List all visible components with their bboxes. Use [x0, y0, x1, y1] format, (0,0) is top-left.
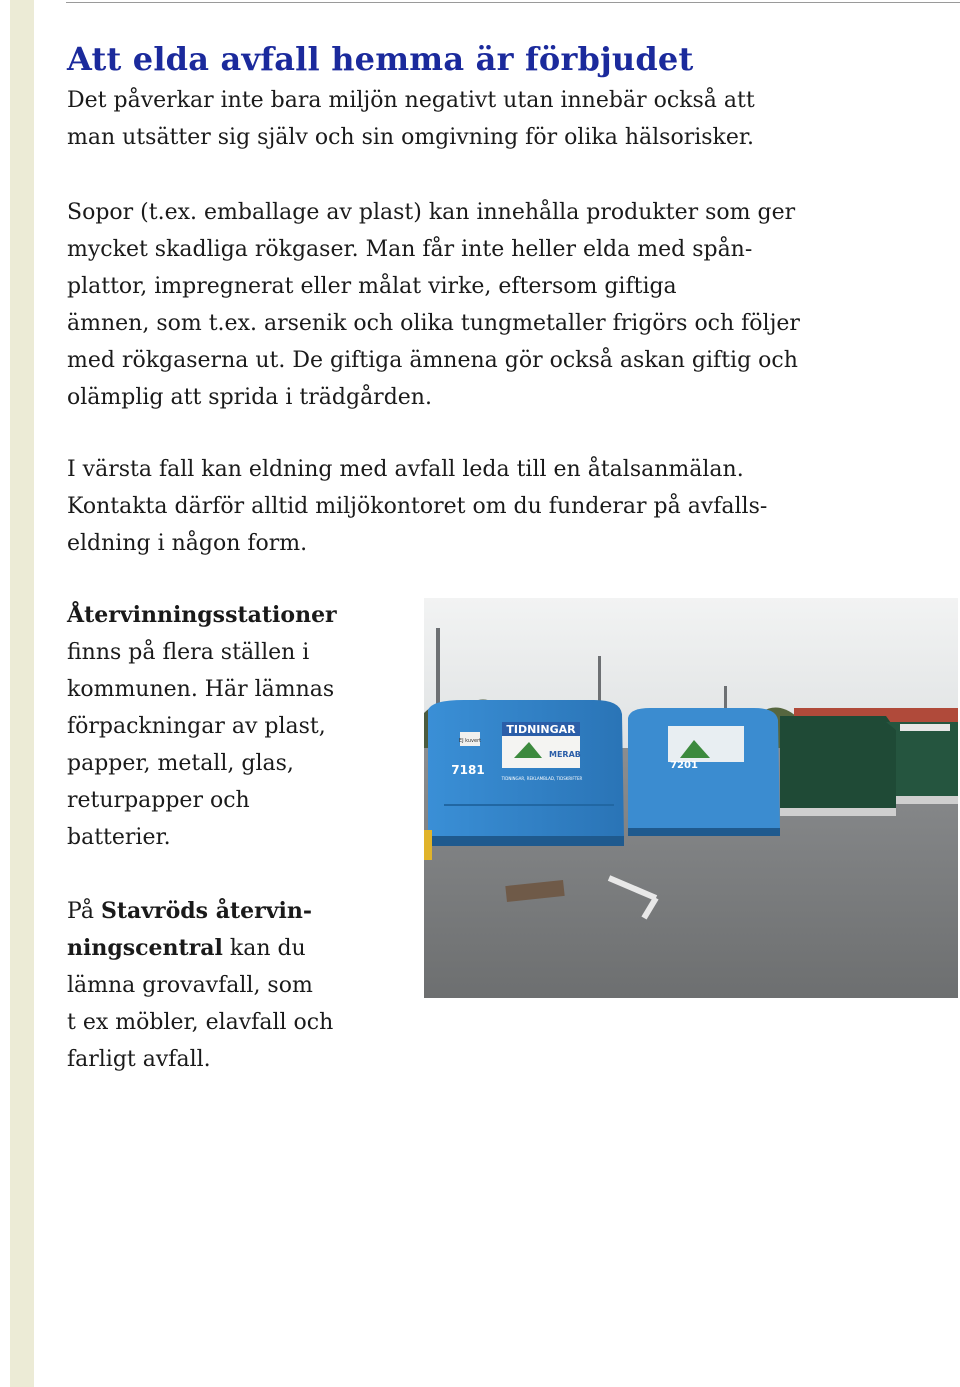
text-line: Det påverkar inte bara miljön negativt utan innebär också att: [67, 88, 755, 113]
text-line: förpackningar av plast,: [67, 714, 326, 739]
intro-paragraph: [67, 82, 947, 156]
text-line: kommunen. Här lämnas: [67, 677, 335, 702]
stavrod-name-part1: Stavröds återvin-: [100, 898, 312, 924]
text-line: eldning i någon form.: [67, 531, 308, 556]
text-line: returpapper och: [67, 788, 250, 813]
container-wheel: [424, 830, 432, 860]
text-line: med rökgaserna ut. De giftiga ämnena gör också askan giftig och: [67, 348, 798, 373]
text-line: t ex möbler, elavfall och: [67, 1010, 334, 1035]
top-rule: [66, 2, 960, 3]
container-seam: [444, 804, 614, 806]
text-line: mycket skadliga rökgaser. Man får inte heller elda med spån-: [67, 237, 753, 262]
container-base: [428, 836, 624, 846]
container-base: [628, 828, 780, 836]
container-small-text: TIDNINGAR, REKLAMBLAD, TIDSKRIFTER: [501, 776, 583, 781]
left-margin-band: [10, 0, 34, 1387]
page-title: Att elda avfall hemma är förbjudet: [67, 40, 694, 78]
sticker-text: EJ kuvert: [458, 738, 482, 744]
text-line: I värsta fall kan eldning med avfall leda till en åtalsanmälan.: [67, 457, 744, 482]
green-container: [780, 716, 896, 810]
recycling-heading: Återvinningsstationer: [67, 602, 337, 628]
text-line: olämplig att sprida i trädgården.: [67, 385, 432, 410]
recycling-stations-text: [67, 597, 417, 856]
smoke-paragraph: [67, 194, 947, 416]
stavrod-name-part2: ningscentral: [67, 935, 223, 961]
container-number: 7201: [670, 760, 698, 771]
container-label: TIDNINGAR: [506, 723, 576, 736]
text-line: papper, metall, glas,: [67, 751, 294, 776]
text-line: Kontakta därför alltid miljökontoret om du funderar på avfalls-: [67, 494, 768, 519]
text-line: farligt avfall.: [67, 1047, 211, 1072]
container-number: 7181: [451, 763, 485, 777]
concrete-base: [896, 796, 958, 804]
text-line: man utsätter sig själv och sin omgivning för olika hälsorisker.: [67, 125, 754, 150]
recycling-station-photo: [424, 598, 958, 998]
container-sign: [900, 724, 950, 731]
text-line: batterier.: [67, 825, 171, 850]
stavrod-text: [67, 893, 417, 1078]
text-prefix: På: [67, 899, 101, 924]
text-line: lämna grovavfall, som: [67, 973, 313, 998]
text-line: Sopor (t.ex. emballage av plast) kan innehålla produkter som ger: [67, 200, 796, 225]
warning-paragraph: [67, 451, 947, 562]
text-line: ämnen, som t.ex. arsenik och olika tungmetaller frigörs och följer: [67, 311, 800, 336]
text-line: finns på flera ställen i: [67, 640, 310, 665]
photo-illustration: [424, 598, 958, 998]
container-brand: MERAB: [549, 750, 581, 759]
text-line: plattor, impregnerat eller målat virke, eftersom giftiga: [67, 274, 677, 299]
green-container: [886, 722, 958, 798]
text-suffix: kan du: [222, 936, 306, 961]
concrete-base: [780, 808, 896, 816]
